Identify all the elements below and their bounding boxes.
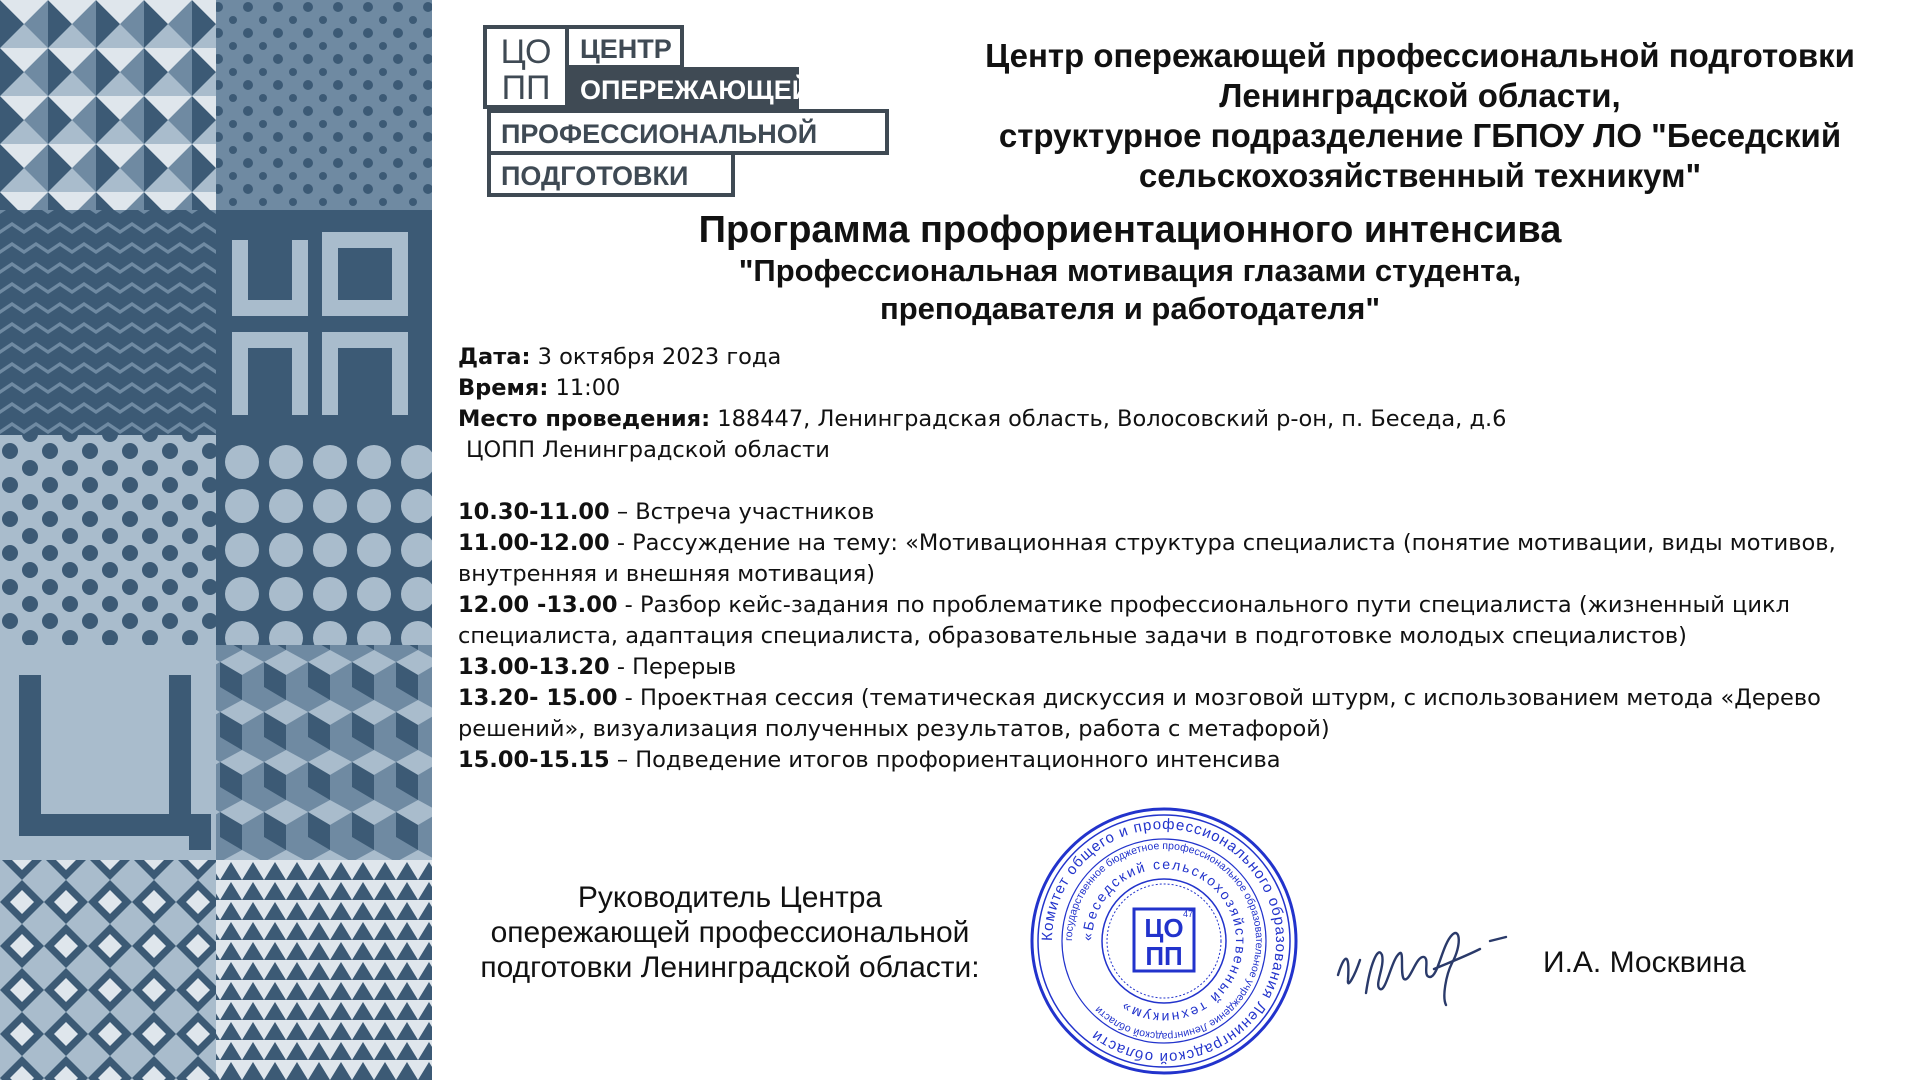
organization-header — [930, 36, 1910, 196]
signer-name: И.А. Москвина — [1543, 946, 1746, 979]
program-title-block — [440, 208, 1820, 328]
signer-position — [440, 880, 1020, 985]
signer-position-line: подготовки Ленинградской области: — [480, 951, 980, 984]
program-title: Программа профориентационного интенсива — [698, 209, 1562, 251]
place-row — [458, 404, 1898, 435]
logo-line-3: ПРОФЕССИОНАЛЬНОЙ — [501, 119, 818, 149]
seal-center-number: 47 — [1182, 909, 1194, 919]
schedule-item — [458, 497, 1898, 528]
place-value: 188447, Ленинградская область, Волосовский р-он, п. Беседа, д.6 — [710, 406, 1507, 432]
schedule-item — [458, 590, 1898, 652]
seal-center-bottom: ПП — [1145, 941, 1183, 971]
schedule-text: - Рассуждение на тему: «Мотивационная структура специалиста (понятие мотивации, виды мотивов, внутренняя и внешняя мотивация) — [458, 530, 1836, 587]
handwritten-signature — [1330, 905, 1530, 1015]
decorative-pattern-panel — [0, 0, 432, 1080]
schedule-time: 15.00-15.15 — [458, 747, 610, 773]
schedule-item — [458, 528, 1898, 590]
org-line: сельскохозяйственный техникум" — [1138, 157, 1702, 194]
date-value: 3 октября 2023 года — [530, 344, 782, 370]
schedule-time: 10.30-11.00 — [458, 499, 610, 525]
schedule-text: - Разбор кейс-задания по проблематике профессионального пути специалиста (жизненный цикл специалиста, адаптация специалиста, образовательные задачи в подготовке молодых специалистов) — [458, 592, 1790, 649]
copp-logo — [483, 25, 893, 200]
logo-line-4: ПОДГОТОВКИ — [501, 161, 689, 191]
schedule-time: 11.00-12.00 — [458, 530, 610, 556]
schedule-text: – Встреча участников — [609, 499, 875, 525]
seal-inner-text: «Беседский сельскохозяйственный техникум» — [1078, 855, 1250, 1027]
logo-line-1: ЦЕНТР — [580, 34, 672, 64]
schedule-text: - Проектная сессия (тематическая дискуссия и мозговой штурм, с использованием метода «Дерево решений», визуализация полученных результатов, работа с метафорой) — [458, 685, 1821, 742]
schedule-text: - Перерыв — [609, 654, 737, 680]
event-details — [458, 342, 1898, 776]
date-label: Дата: — [458, 344, 531, 370]
time-label: Время: — [458, 375, 549, 401]
schedule-time: 13.20- 15.00 — [458, 685, 618, 711]
date-row — [458, 342, 1898, 373]
program-subtitle-line: "Профессиональная мотивация глазами студента, — [738, 253, 1522, 288]
logo-line-2: ОПЕРЕЖАЮЩЕЙ — [580, 75, 812, 105]
program-subtitle-line: преподавателя и работодателя" — [879, 291, 1381, 326]
logo-abbr-bottom: ПП — [501, 69, 551, 107]
schedule-time: 12.00 -13.00 — [458, 592, 618, 618]
place-line-2: ЦОПП Ленинградской области — [466, 437, 830, 463]
logo-abbr-top: ЦО — [500, 33, 552, 71]
seal-outer-text: Комитет общего и профессионального образования Ленинградской области — [1038, 815, 1290, 1067]
schedule-item — [458, 683, 1898, 745]
schedule-text: – Подведение итогов профориентационного интенсива — [609, 747, 1281, 773]
time-row — [458, 373, 1898, 404]
official-seal-stamp — [1028, 805, 1300, 1077]
place-label: Место проведения: — [458, 406, 711, 432]
org-line: структурное подразделение ГБПОУ ЛО "Беседский — [998, 117, 1842, 154]
schedule-item — [458, 745, 1898, 776]
seal-center-top: ЦО — [1144, 913, 1184, 943]
org-line: Центр опережающей профессиональной подготовки — [985, 37, 1855, 74]
signer-position-line: Руководитель Центра — [577, 881, 883, 914]
seal-middle-text: государственное бюджетное профессиональное образовательное учреждение Ленинградской области — [1062, 839, 1266, 1043]
schedule-time: 13.00-13.20 — [458, 654, 610, 680]
time-value: 11:00 — [548, 375, 621, 401]
schedule-item — [458, 652, 1898, 683]
logo-abbr-mark — [485, 27, 567, 107]
signer-position-line: опережающей профессиональной — [490, 916, 970, 949]
org-line: Ленинградской области, — [1219, 77, 1621, 114]
